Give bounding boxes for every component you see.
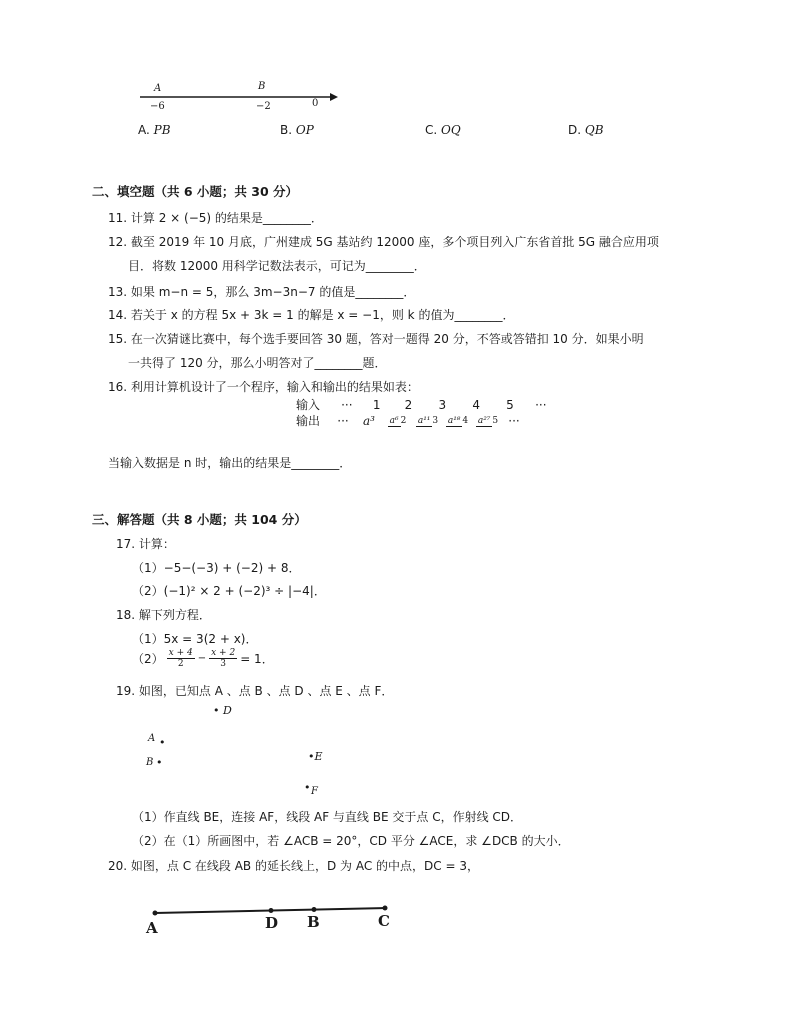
table-cell: a¹⁸ 4 xyxy=(447,415,469,426)
table-cell: 5 xyxy=(506,398,514,412)
table-cell: 2 xyxy=(404,398,413,412)
point-f-label: F xyxy=(311,786,318,797)
table-cell: ··· xyxy=(341,398,353,412)
choice-text: PB xyxy=(153,123,171,137)
tick-label: −2 xyxy=(256,101,271,112)
table-cell: ··· xyxy=(535,398,547,412)
choice-text: QB xyxy=(584,123,604,137)
question-15: 15. 在一次猜谜比赛中，每个选手要回答 30 题，答对一题得 20 分，不答或答错扣 10 分．如果小明 xyxy=(108,332,644,346)
table-cell: a³ xyxy=(363,413,375,428)
fraction: $\frac{x + 4}{2}$ xyxy=(168,648,193,669)
question-19-part2: （2）在（1）所画图中，若 ∠ACB = 20°，CD 平分 ∠ACE，求 ∠DCB 的大小． xyxy=(132,834,570,848)
point-label-b: B xyxy=(258,81,266,92)
question-11: 11. 计算 2 × (−5) 的结果是________． xyxy=(108,211,323,225)
table-cell: ··· xyxy=(337,413,349,428)
point-a-label: A xyxy=(148,733,156,744)
question-13: 13. 如果 m−n = 5，那么 3m−3n−7 的值是________． xyxy=(108,285,416,299)
question-19: 19. 如图，已知点 A 、点 B 、点 D 、点 E 、点 F． xyxy=(116,684,394,698)
question-17-part2: （2）(−1)² × 2 + (−2)³ ÷ |−4|． xyxy=(132,584,326,598)
choice-a[interactable] xyxy=(138,123,171,137)
question-20: 20. 如图，点 C 在线段 AB 的延长线上，D 为 AC 的中点，DC = 3， xyxy=(108,859,479,873)
segment-point-d xyxy=(269,908,274,913)
question-12-cont: 目．将数 12000 用科学记数法表示，可记为________． xyxy=(128,259,426,273)
segment-label-c: C xyxy=(378,912,390,930)
question-18: 18. 解下列方程． xyxy=(116,608,211,622)
tick-label: 0 xyxy=(312,98,319,109)
number-line-arrow xyxy=(330,93,338,101)
choice-text: OQ xyxy=(441,123,461,137)
table-cell: 3 xyxy=(438,398,447,412)
question-15-cont: 一共得了 120 分，那么小明答对了________题． xyxy=(128,356,387,370)
point-b-dot: • xyxy=(156,756,163,769)
point-e: •E xyxy=(308,750,323,763)
question-18-part2: （2） $\frac{x + 4}{2}$ − $\frac{x + 2}{3}$ = 1． xyxy=(132,648,274,669)
output-label: 输出 xyxy=(296,414,321,428)
choice-letter: A. xyxy=(138,123,150,137)
table-cell: a¹¹ 3 xyxy=(417,415,439,426)
point-b-label: B xyxy=(146,757,154,768)
table-cell: ··· xyxy=(508,413,520,428)
section-title: 三、解答题（共 8 小题；共 104 分） xyxy=(92,512,307,527)
point-f-dot: • xyxy=(304,781,311,794)
choice-letter: C. xyxy=(425,123,438,137)
segment-point-c xyxy=(383,906,388,911)
question-19-part1: （1）作直线 BE，连接 AF，线段 AF 与直线 BE 交于点 C，作射线 CD． xyxy=(132,810,523,824)
question-12: 12. 截至 2019 年 10 月底，广州建成 5G 基站约 12000 座，多个项目列入广东省首批 5G 融合应用项 xyxy=(108,235,659,249)
question-17: 17. 计算： xyxy=(116,537,175,551)
segment-label-b: B xyxy=(307,913,320,931)
segment-label-a: A xyxy=(146,919,158,937)
table-cell: 1 xyxy=(372,398,381,412)
point-label-a: A xyxy=(154,83,162,94)
number-line-svg xyxy=(135,85,355,115)
table-cell: a⁶ 2 xyxy=(389,415,407,426)
segment-point-b xyxy=(312,907,317,912)
point-d: • D xyxy=(213,704,232,717)
question-16: 16. 利用计算机设计了一个程序，输入和输出的结果如表： xyxy=(108,380,419,394)
io-table-input-row xyxy=(296,396,553,413)
question-17-part1: （1）−5−(−3) + (−2) + 8． xyxy=(132,561,301,575)
point-a-dot: • xyxy=(159,736,166,749)
choice-text: OP xyxy=(295,123,314,137)
input-label: 输入 xyxy=(296,398,321,412)
segment-point-a xyxy=(153,911,158,916)
segment-label-d: D xyxy=(265,914,279,932)
question-16-tail: 当输入数据是 n 时，输出的结果是________． xyxy=(108,456,352,470)
choice-letter: B. xyxy=(280,123,293,137)
choice-c[interactable] xyxy=(425,123,461,137)
choice-d[interactable] xyxy=(568,123,604,137)
section-title: 二、填空题（共 6 小题；共 30 分） xyxy=(92,184,299,199)
fraction: $\frac{x + 2}{3}$ xyxy=(211,648,236,669)
question-14: 14. 若关于 x 的方程 5x + 3k = 1 的解是 x = −1，则 k 的值为________． xyxy=(108,308,515,322)
io-table-output-row xyxy=(296,412,526,429)
table-cell: 4 xyxy=(472,398,480,412)
table-cell: a²⁷ 5 xyxy=(477,415,499,426)
question-18-part1: （1）5x = 3(2 + x)． xyxy=(132,632,258,646)
choice-b[interactable] xyxy=(280,123,314,137)
tick-label: −6 xyxy=(150,101,165,112)
choice-letter: D. xyxy=(568,123,582,137)
